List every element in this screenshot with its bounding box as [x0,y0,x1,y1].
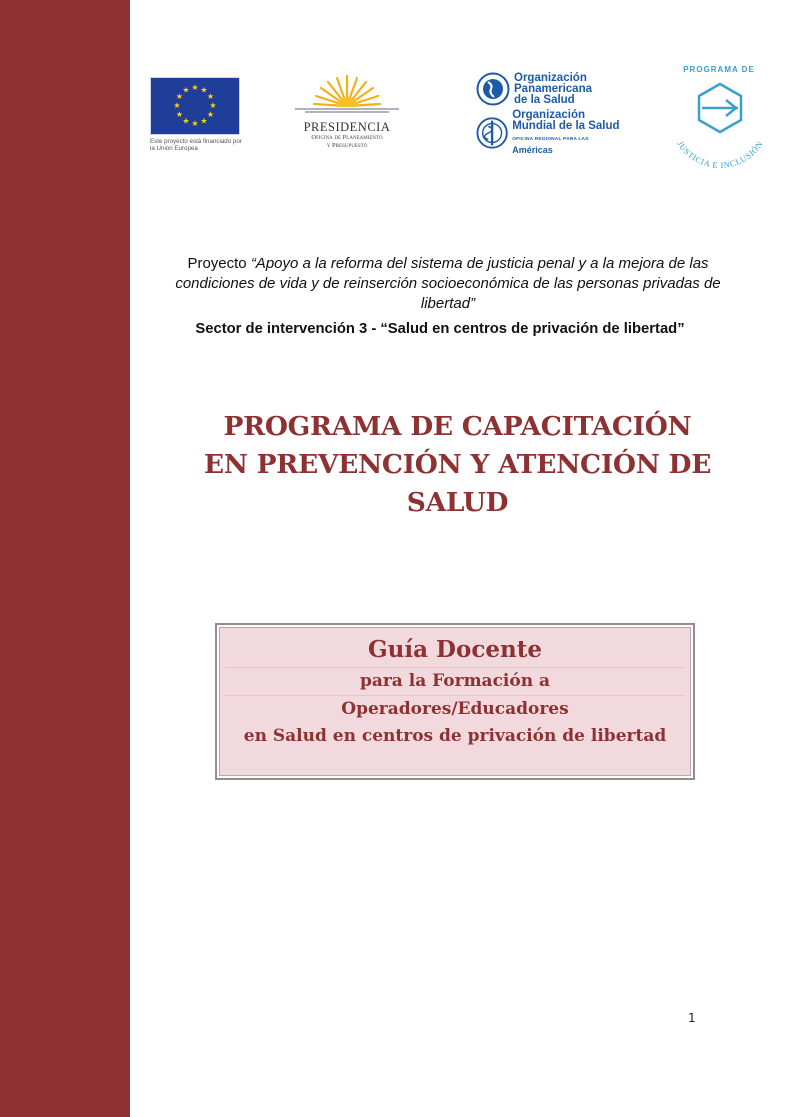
sector-heading: Sector de intervención 3 - “Salud en centros de privación de libertad” [195,321,685,337]
svg-text:★: ★ [191,83,199,92]
svg-text:★: ★ [173,101,181,110]
presidencia-logo [287,72,407,149]
svg-text:★: ★ [191,119,199,128]
paho-name-2: Panamericana [514,82,592,95]
svg-text:★: ★ [206,92,215,101]
paho-name-3: de la Salud [514,93,575,106]
title-line-1: PROGRAMA DE CAPACITACIÓN [223,411,692,442]
guide-box [215,623,695,780]
pji-top-label: PROGRAMA DE [683,65,755,74]
left-color-band [0,0,130,1117]
eu-flag-icon [150,77,240,135]
who-emblem-icon [476,116,508,150]
who-regional-label: OFICINA REGIONAL PARA LAS [512,137,589,142]
hexagon-arrow-icon [699,84,741,132]
svg-text:★: ★ [182,85,190,95]
presidencia-title: PRESIDENCIA [303,120,391,134]
paho-globe-icon [476,72,510,106]
presidencia-subtitle-1: Oficina de Planeamiento [311,134,383,141]
paho-who-logo [476,72,626,156]
guide-title: Guía Docente [368,636,542,663]
guide-line-2: Operadores/Educadores [341,699,569,719]
title-line-3: SALUD [406,487,509,518]
paho-name-1: Organización [514,71,587,84]
sun-icon [287,72,407,118]
presidencia-subtitle-2: y Presupuesto [326,141,368,149]
svg-text:★: ★ [175,92,184,101]
svg-text:★: ★ [182,116,190,126]
justicia-inclusion-logo [664,60,774,180]
who-name-2: Mundial de la Salud [512,120,620,132]
guide-line-1: para la Formación a [359,671,551,691]
project-title: “Apoyo a la reforma del sistema de justicia penal y a la mejora de las condiciones de vida y de reinserción socioeconómica de las personas privadas de libertad” [175,255,721,312]
project-prefix: Proyecto [187,255,251,272]
svg-text:JUSTICIA E INCLUSIÓN [675,139,765,170]
svg-text:★: ★ [200,85,208,95]
eu-logo [150,77,242,152]
svg-text:★: ★ [200,116,208,126]
eu-caption: Este proyecto está financiado por la Unión Europea [150,138,242,152]
page-number: 1 [688,1011,696,1025]
project-description [168,254,728,314]
pji-bottom-label: JUSTICIA E INCLUSIÓN [675,138,765,171]
title-line-2: EN PREVENCIÓN Y ATENCIÓN DE [203,449,712,480]
svg-text:★: ★ [175,110,184,119]
who-name-1: Organización [512,109,586,121]
svg-text:★: ★ [209,101,217,110]
svg-text:★: ★ [206,110,215,119]
guide-line-3: en Salud en centros de privación de libertad [243,726,667,746]
document-title [190,408,725,522]
who-americas-label: Américas [512,145,553,155]
